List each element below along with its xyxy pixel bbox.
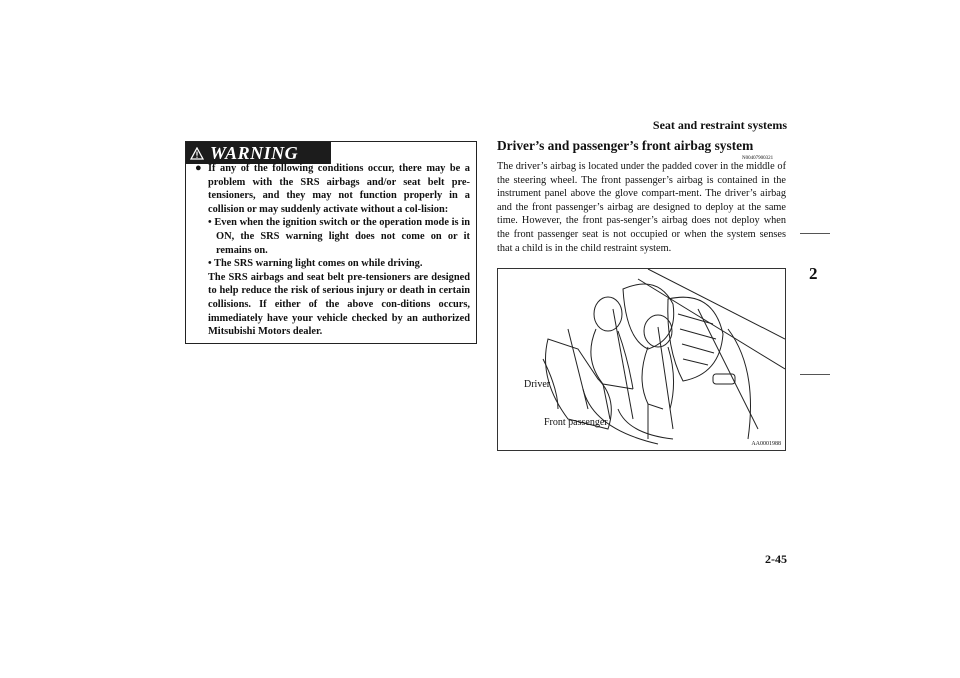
warning-bullet-text: If any of the following conditions occur, there may be a problem with the SRS airbags and/or seat belt pre-tensioners, and they may not function properly in a collision or may suddenly activate without a col-lision: (208, 163, 470, 215)
airbag-drawing (498, 269, 785, 450)
bullet-dot-icon: ● (195, 162, 202, 174)
warning-condition-2: • The SRS warning light comes on while driving. (208, 258, 423, 270)
figure-code: AA0001988 (751, 441, 781, 447)
airbag-illustration (497, 268, 786, 451)
section-body: The driver’s airbag is located under the padded cover in the middle of the steering wheel. The front passenger’s airbag is contained in the instrument panel above the glove compart-ment. The driver’s airbag and the front passenger’s airbag are designed to deploy at the same time. However, the front pas-senger’s airbag does not deploy when the front passenger seat is not occupied or when the system senses that a child is in the child restraint system. (497, 161, 786, 254)
warning-box (185, 141, 477, 344)
warning-closing: The SRS airbags and seat belt pre-tensioners are designed to help reduce the risk of serious injury or death in certain collisions. If either of the above con-ditions occurs, immediately have your vehicle checked by an authorized Mitsubishi Motors dealer. (208, 271, 470, 338)
label-driver: Driver (524, 379, 551, 390)
chapter-tab (800, 233, 830, 375)
warning-header (186, 142, 331, 164)
chapter-number: 2 (809, 264, 818, 283)
section-title: Driver’s and passenger’s front airbag system (497, 138, 754, 153)
warning-condition-1: • Even when the ignition switch or the operation mode is in ON, the SRS warning light does not come on or it remains on. (208, 217, 470, 256)
warning-triangle-icon (186, 143, 208, 163)
page-number: 2-45 (765, 552, 787, 566)
warning-title: WARNING (210, 142, 299, 163)
warning-body (195, 162, 470, 339)
label-front-passenger: Front passenger (544, 417, 608, 428)
section-code: N00407900321 (742, 156, 774, 161)
warning-bullet (195, 162, 470, 216)
running-header: Seat and restraint systems (652, 118, 787, 132)
